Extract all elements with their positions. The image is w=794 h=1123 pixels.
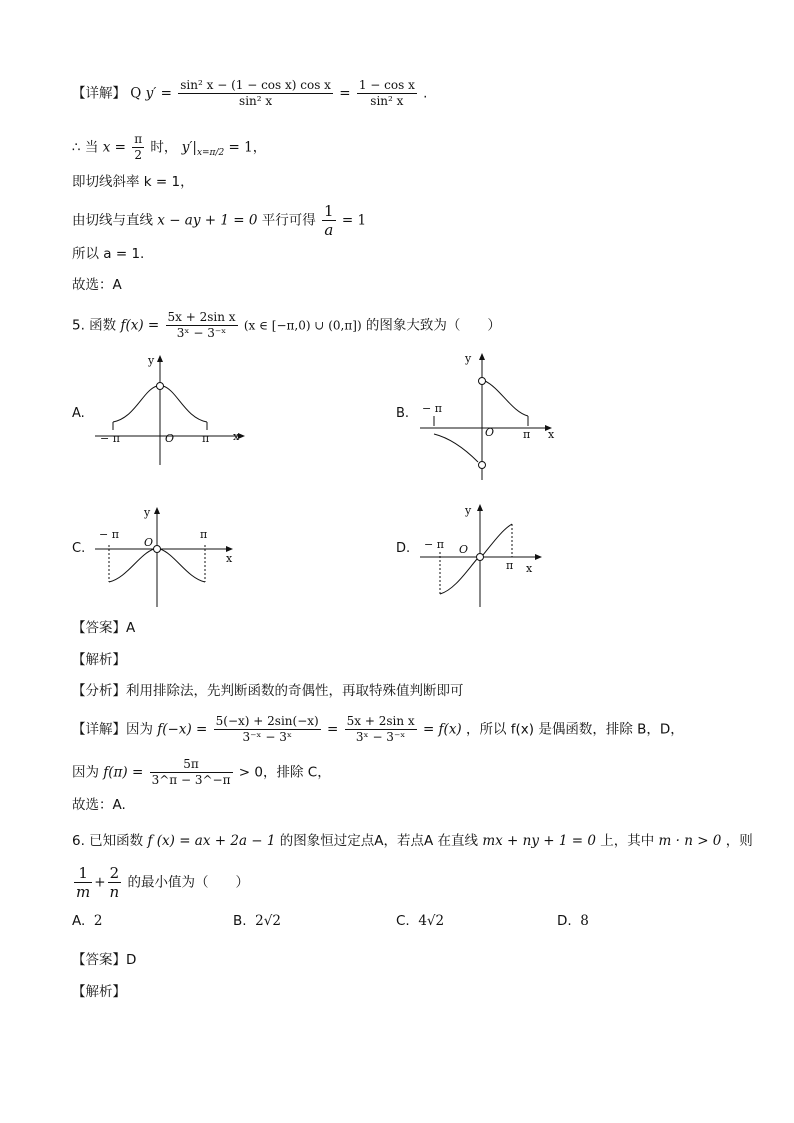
derivative-at: y′| <box>181 139 197 156</box>
neg-pi-label: − π <box>99 528 119 541</box>
even-conclusion: ，所以 f(x) 是偶函数，排除 B，D， <box>466 721 684 738</box>
option-a-label: A. <box>72 406 85 421</box>
analysis-5: 【解析】 <box>72 652 126 668</box>
q6-option-a: A. 2 <box>72 913 103 929</box>
q6-text-2: 上，其中 <box>600 833 655 849</box>
answer-6: 【答案】D <box>72 952 137 968</box>
option-d-label: D. <box>396 541 411 556</box>
x-axis-label: x <box>226 552 233 565</box>
origin-label: O <box>485 426 495 439</box>
q6-condition: m · n > 0 <box>658 833 722 849</box>
line-equation: x − ay + 1 = 0 <box>157 212 258 229</box>
when-text: 时， <box>150 139 178 156</box>
q6-number: 6. 已知函数 <box>72 833 144 849</box>
q5-stem-end: 的图象大致为（ ） <box>365 317 501 334</box>
answer-5: 【答案】A <box>72 620 136 636</box>
x-axis-label: x <box>548 428 555 441</box>
neg-pi-label: − π <box>424 538 444 551</box>
derivative-lhs: y′ = <box>145 85 172 102</box>
f-pi-fraction: $\frac{5\pi}{3\^{}\pi - 3\^{}-\pi}$ <box>151 757 231 787</box>
q6-option-c: C. 4√2 <box>396 913 445 929</box>
because-text: 因为 <box>72 764 99 781</box>
q6-question: 的最小值为（ ） <box>127 874 250 891</box>
graph-option-d <box>420 502 580 616</box>
f-neg-x: f(−x) = <box>157 721 208 738</box>
q6-line-equation: mx + ny + 1 = 0 <box>482 833 596 849</box>
evaluation-point: x=π/2 <box>196 148 225 159</box>
pi-label: π <box>200 528 208 541</box>
fraction-pos: $\frac{\text{5x + 2sin x}}{\text{3ˣ − 3⁻ˣ}}$ <box>346 714 415 744</box>
therefore-text: ∴ 当 <box>72 139 99 156</box>
choose-line: 故选：A <box>72 277 122 293</box>
one-over-a: $\frac{1}{a}$ <box>324 202 334 239</box>
q6-function: f (x) = ax + 2a − 1 <box>147 833 276 849</box>
origin-label: O <box>144 536 154 549</box>
pi-label: π <box>202 432 210 445</box>
option-b-label: B. <box>396 406 410 421</box>
equals-one: = 1， <box>228 139 267 156</box>
graph-option-c <box>95 502 255 616</box>
fraction-1: $\frac{\text{sin² x − (1 − cos x) cos x}}{\text{sin² x}}$ <box>180 78 331 108</box>
q6-option-d: D. 8 <box>557 913 589 929</box>
tangent-point-line <box>72 132 266 163</box>
analysis-6: 【解析】 <box>72 984 126 1000</box>
q6-option-b: B. 2√2 <box>233 913 281 929</box>
question-6-expr <box>72 864 249 901</box>
period: . <box>423 85 428 102</box>
one-over-m: $\frac{1}{m}$ <box>76 864 91 901</box>
fenxi-5: 【分析】利用排除法，先判断函数的奇偶性，再取特殊值判断即可 <box>72 683 464 699</box>
exclude-c: > 0，排除 C， <box>238 764 331 781</box>
origin-label: O <box>459 543 469 556</box>
pi-label: π <box>506 559 514 572</box>
slope-line: 即切线斜率 k = 1， <box>72 174 194 190</box>
fraction-neg: $\frac{5(-x) + 2\sin(-x)}{\text{3⁻ˣ − 3ˣ}}$ <box>215 714 319 744</box>
graph-option-b <box>420 350 580 489</box>
q6-text: 的图象恒过定点A，若点A 在直线 <box>279 833 479 849</box>
x-axis-label: x <box>233 430 240 443</box>
q6-text-3: ，则 <box>725 833 753 849</box>
y-axis-label: y <box>148 354 155 367</box>
f-pi: f(π) = <box>103 764 144 781</box>
pi-label: π <box>523 428 531 441</box>
detail-line-q4 <box>72 78 427 109</box>
graph-option-a <box>95 350 255 474</box>
parallel-text-2: 平行可得 <box>261 212 316 229</box>
y-axis-label: y <box>465 504 472 517</box>
x-equals: x = <box>102 139 126 156</box>
question-6-stem <box>72 831 753 851</box>
neg-pi-label: − π <box>100 432 120 445</box>
conclusion-line: 所以 a = 1. <box>72 246 145 262</box>
equals-sign: = <box>327 721 339 738</box>
pi-over-2: $\frac{\pi}{2}$ <box>134 132 143 162</box>
y-axis-label: y <box>465 352 472 365</box>
function-name: f(x) = <box>120 317 160 334</box>
function-fraction: $\frac{\text{5x + 2sin x}}{\text{3ˣ − 3⁻ˣ}}$ <box>167 310 236 340</box>
parallel-line <box>72 202 366 239</box>
plus-sign: + <box>94 874 106 891</box>
since-symbol: Q <box>130 85 142 102</box>
x-axis-label: x <box>526 562 533 575</box>
detail-tag: 【详解】因为 <box>72 721 153 738</box>
equals-sign: = <box>339 85 351 102</box>
option-c-label: C. <box>72 541 86 556</box>
choose-5: 故选：A. <box>72 797 126 813</box>
origin-label: O <box>165 432 175 445</box>
detail-tag: 【详解】 <box>72 85 126 102</box>
domain: (x ∈ [−π,0) ∪ (0,π]) <box>243 318 362 333</box>
equals-one: = 1 <box>341 212 367 229</box>
equals-fx: = f(x) <box>422 721 462 738</box>
question-5-stem <box>72 310 501 341</box>
detail-5b-line <box>72 757 331 788</box>
fraction-2: $\frac{\text{1 − cos x}}{\text{sin² x}}$ <box>358 78 415 108</box>
two-over-n: $\frac{2}{n}$ <box>109 864 120 901</box>
y-axis-label: y <box>144 506 151 519</box>
detail-5-line <box>72 714 684 745</box>
q5-number: 5. 函数 <box>72 317 117 334</box>
parallel-text: 由切线与直线 <box>72 212 153 229</box>
neg-pi-label: − π <box>422 402 442 415</box>
